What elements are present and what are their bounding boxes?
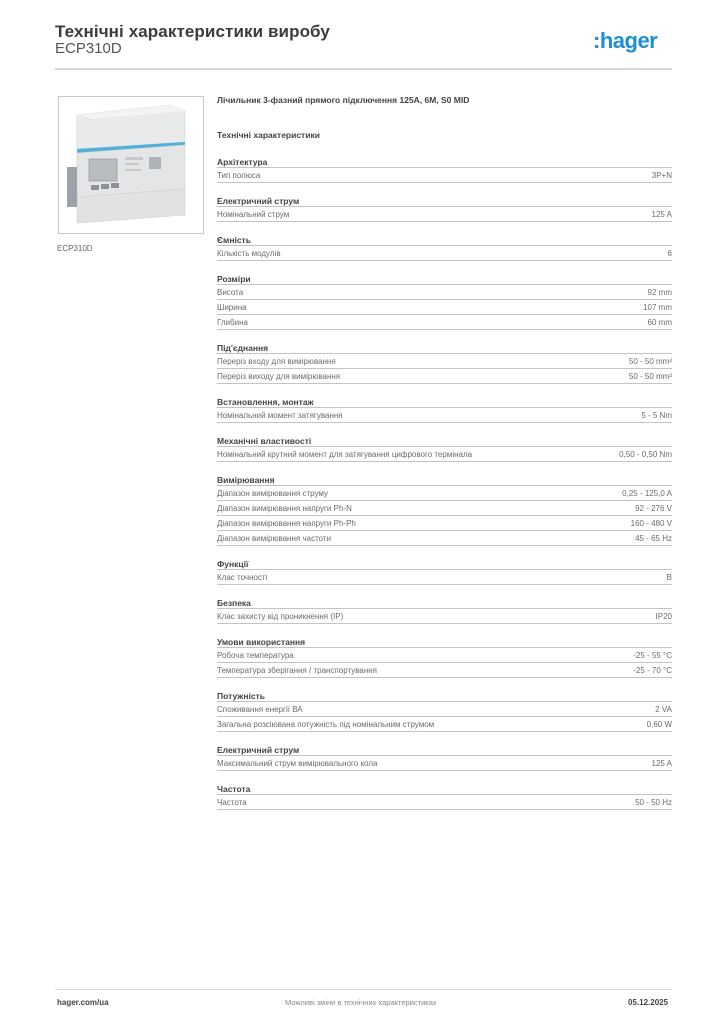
spec-label: Кількість модулів	[217, 249, 281, 258]
section-frequency	[217, 783, 672, 810]
spec-row	[217, 207, 672, 222]
spec-row	[217, 717, 672, 732]
spec-row	[217, 531, 672, 546]
spec-value: 92 - 276 V	[635, 504, 672, 513]
spec-row	[217, 570, 672, 585]
product-code: ECP310D	[55, 40, 122, 57]
spec-value: 50 - 50 Hz	[635, 798, 672, 807]
product-photo	[58, 96, 204, 234]
spec-label: Загальна розсіювана потужність під номінальним струмом	[217, 720, 435, 729]
footer-divider	[55, 989, 672, 990]
page-title: Технічні характеристики виробу	[55, 22, 330, 41]
spec-label: Переріз входу для вимірювання	[217, 357, 336, 366]
spec-row	[217, 408, 672, 423]
spec-row	[217, 246, 672, 261]
spec-label: Діапазон вимірювання частоти	[217, 534, 332, 543]
section-title: Розміри	[217, 273, 672, 285]
section-measurement	[217, 474, 672, 546]
spec-label: Глибина	[217, 318, 248, 327]
spec-value: 160 - 480 V	[630, 519, 672, 528]
spec-value: 60 mm	[647, 318, 672, 327]
spec-row	[217, 663, 672, 678]
section-title: Електричний струм	[217, 744, 672, 756]
spec-value: 92 mm	[647, 288, 672, 297]
spec-row	[217, 486, 672, 501]
spec-value: -25 - 70 °C	[633, 666, 672, 675]
spec-row	[217, 300, 672, 315]
section-title: Умови використання	[217, 636, 672, 648]
spec-value: 2 VA	[655, 705, 672, 714]
spec-row	[217, 702, 672, 717]
product-description: Лічильник 3-фазний прямого підключення 125A, 6M, S0 MID	[217, 95, 470, 105]
header-divider	[55, 68, 672, 70]
spec-value: -25 - 55 °C	[633, 651, 672, 660]
section-installation	[217, 396, 672, 423]
footer-notice: Можливі зміни в технічних характеристиках	[285, 998, 437, 1007]
spec-label: Висота	[217, 288, 244, 297]
spec-row	[217, 447, 672, 462]
spec-row	[217, 168, 672, 183]
spec-value: 107 mm	[643, 303, 672, 312]
section-usage-conditions	[217, 636, 672, 678]
footer-website-link[interactable]: hager.com/ua	[57, 998, 109, 1007]
section-mechanical	[217, 435, 672, 462]
section-title: Потужність	[217, 690, 672, 702]
spec-content	[217, 95, 672, 810]
spec-row	[217, 369, 672, 384]
spec-row	[217, 648, 672, 663]
spec-value: 5 - 5 Nm	[641, 411, 672, 420]
section-title: Електричний струм	[217, 195, 672, 207]
spec-label: Переріз виходу для вимірювання	[217, 372, 341, 381]
section-functions	[217, 558, 672, 585]
spec-value: 0,50 - 0,50 Nm	[619, 450, 672, 459]
spec-label: Діапазон вимірювання напруги Ph-Ph	[217, 519, 356, 528]
product-photo-meter-icon	[59, 97, 204, 234]
spec-label: Частота	[217, 798, 247, 807]
section-dimensions	[217, 273, 672, 330]
section-title: Встановлення, монтаж	[217, 396, 672, 408]
spec-label: Клас точності	[217, 573, 268, 582]
spec-row	[217, 315, 672, 330]
section-title: Архітектура	[217, 156, 672, 168]
spec-value: 45 - 65 Hz	[635, 534, 672, 543]
section-power	[217, 690, 672, 732]
spec-label: Діапазон вимірювання напруги Ph-N	[217, 504, 352, 513]
section-title: Вимірювання	[217, 474, 672, 486]
spec-value: IP20	[655, 612, 672, 621]
spec-label: Споживання енергії ВА	[217, 705, 303, 714]
spec-value: 0,25 - 125,0 A	[622, 489, 672, 498]
spec-row	[217, 285, 672, 300]
product-photo-caption: ECP310D	[57, 244, 93, 253]
spec-label: Номінальний струм	[217, 210, 290, 219]
section-capacity	[217, 234, 672, 261]
section-title: Під'єднання	[217, 342, 672, 354]
spec-row	[217, 795, 672, 810]
spec-label: Номінальний момент затягування	[217, 411, 343, 420]
spec-row	[217, 516, 672, 531]
section-title: Механічні властивості	[217, 435, 672, 447]
footer-date: 05.12.2025	[628, 998, 669, 1007]
section-electric-current	[217, 195, 672, 222]
section-connection	[217, 342, 672, 384]
spec-label: Робоча температура	[217, 651, 294, 660]
spec-label: Температура зберігання / транспортування	[217, 666, 378, 675]
spec-value: 6	[667, 249, 672, 258]
spec-label: Діапазон вимірювання струму	[217, 489, 328, 498]
spec-label: Ширина	[217, 303, 247, 312]
spec-value: 0,60 W	[646, 720, 672, 729]
spec-row	[217, 609, 672, 624]
section-title: Безпека	[217, 597, 672, 609]
section-title: Ємність	[217, 234, 672, 246]
spec-value: 50 - 50 mm²	[628, 357, 672, 366]
spec-label: Максимальний струм вимірювального кола	[217, 759, 378, 768]
spec-value: 125 A	[651, 210, 672, 219]
section-architecture	[217, 156, 672, 183]
spec-value: 50 - 50 mm²	[628, 372, 672, 381]
section-title: Частота	[217, 783, 672, 795]
spec-label: Тип полюса	[217, 171, 261, 180]
hager-logo: :hager	[593, 28, 658, 53]
spec-value: 3P+N	[651, 171, 672, 180]
spec-row	[217, 354, 672, 369]
spec-row	[217, 756, 672, 771]
spec-label: Номінальний крутний момент для затягування цифрового термінала	[217, 450, 473, 459]
section-title: Функції	[217, 558, 672, 570]
spec-row	[217, 501, 672, 516]
section-electric-current-2	[217, 744, 672, 771]
tech-specs-heading: Технічні характеристики	[217, 130, 320, 140]
spec-value: 125 A	[651, 759, 672, 768]
spec-value: B	[666, 573, 672, 582]
section-safety	[217, 597, 672, 624]
spec-label: Клас захисту від проникнення (IP)	[217, 612, 344, 621]
